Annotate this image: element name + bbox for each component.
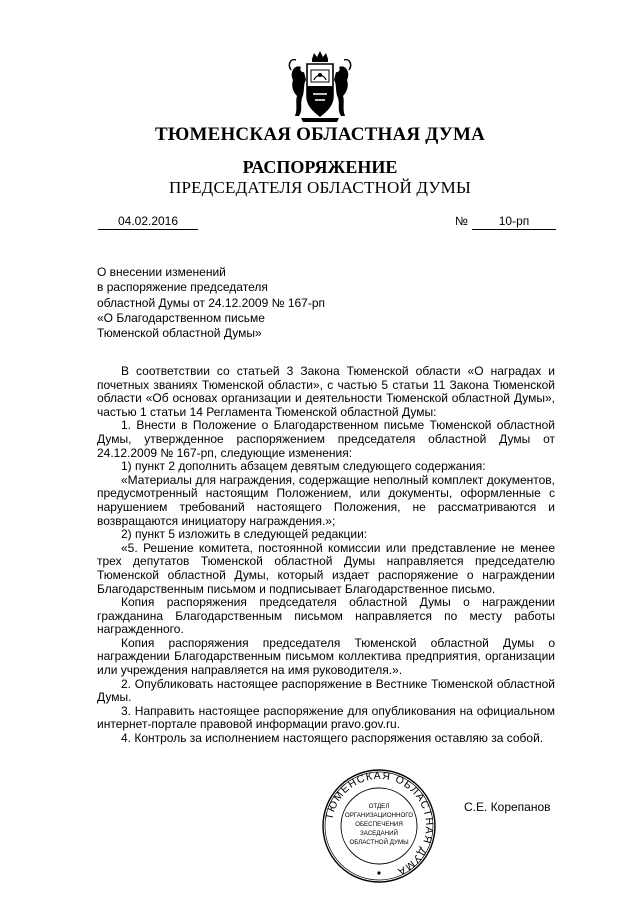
stamp-center-line: ОБЛАСТНОЙ ДУМЫ (349, 839, 409, 846)
body-paragraph: В соответствии со статьей 3 Закона Тюменской области «О наградах и почетных званиях Тюменской области», с частью 5 статьи 11 Закона Тюменской области «Об основах организации и деятельности Тюменской областной Думы», частью 1 статьи 14 Регламента Тюменской областной Думы: (97, 364, 555, 419)
subject-line: «О Благодарственном письме (97, 310, 265, 325)
document-number: 10-рп (472, 213, 556, 230)
subject-line: областной Думы от 24.12.2009 № 167-рп (97, 295, 326, 310)
document-number-label: № (455, 214, 468, 228)
subject-line: в распоряжение председателя (97, 280, 268, 295)
body-paragraph: 1. Внести в Положение о Благодарственном письме Тюменской областной Думы, утвержденное распоряжением председателя областной Думы от 24.12.2009 № 167-рп, следующие изменения: (97, 418, 555, 460)
signatory-name: С.Е. Корепанов (464, 800, 551, 814)
subject-line: О внесении изменений (97, 265, 226, 279)
official-stamp (320, 767, 438, 885)
document-type: РАСПОРЯЖЕНИЕ (242, 157, 398, 177)
body-paragraph: 1) пункт 2 дополнить абзацем девятым следующего содержания: (121, 459, 486, 474)
coat-of-arms-emblem (287, 50, 353, 124)
body-paragraph: «Материалы для награждения, содержащие неполный комплект документов, предусмотренный настоящим Положением, или документы, оформленные с нарушением требований настоящего Положения, не рассматриваются и возвращаются инициатору награждения.»; (97, 472, 555, 528)
body-paragraph: 3. Направить настоящее распоряжение для опубликования на официальном интернет-портале правовой информации pravo.gov.ru. (97, 703, 555, 732)
document-body (97, 365, 555, 746)
stamp-center-line: ЗАСЕДАНИЙ (359, 830, 399, 837)
body-paragraph: 2. Опубликовать настоящее распоряжение в Вестнике Тюменской областной Думы. (97, 676, 555, 705)
subject-line: Тюменской областной Думы» (97, 326, 262, 341)
stamp-center-line: ОБЕСПЕЧЕНИЯ (355, 821, 403, 828)
body-paragraph: Копия распоряжения председателя областной Думы о награждении гражданина Благодарственным письмом направляется по месту работы награжденного. (97, 595, 555, 637)
stamp-center-line: ОТДЕЛ (368, 803, 390, 810)
document-subject (97, 265, 337, 341)
body-paragraph: 2) пункт 5 изложить в следующей редакции: (121, 527, 368, 542)
stamp-ring-text: ТЮМЕНСКАЯ ОБЛАСТНАЯ ДУМА (323, 769, 436, 878)
document-subtype: ПРЕДСЕДАТЕЛЯ ОБЛАСТНОЙ ДУМЫ (168, 178, 472, 197)
document-date: 04.02.2016 (98, 213, 198, 230)
body-paragraph: «5. Решение комитета, постоянной комиссии или представление не менее трех депутатов Тюменской областной Думы направляется председателю Тюменской областной Думы, который издает распоряжение о награждении Благодарственным письмом и подписывает Благодарственное письмо. (97, 540, 555, 596)
body-paragraph: 4. Контроль за исполнением настоящего распоряжения оставляю за собой. (121, 731, 544, 746)
organization-title: ТЮМЕНСКАЯ ОБЛАСТНАЯ ДУМА (154, 124, 485, 145)
stamp-center-line: ОРГАНИЗАЦИОННОГО (344, 812, 414, 819)
body-paragraph: Копия распоряжения председателя Тюменской областной Думы о награждении Благодарственным письмом коллектива предприятия, организации или учреждения направляется на имя руководителя.». (97, 635, 555, 678)
